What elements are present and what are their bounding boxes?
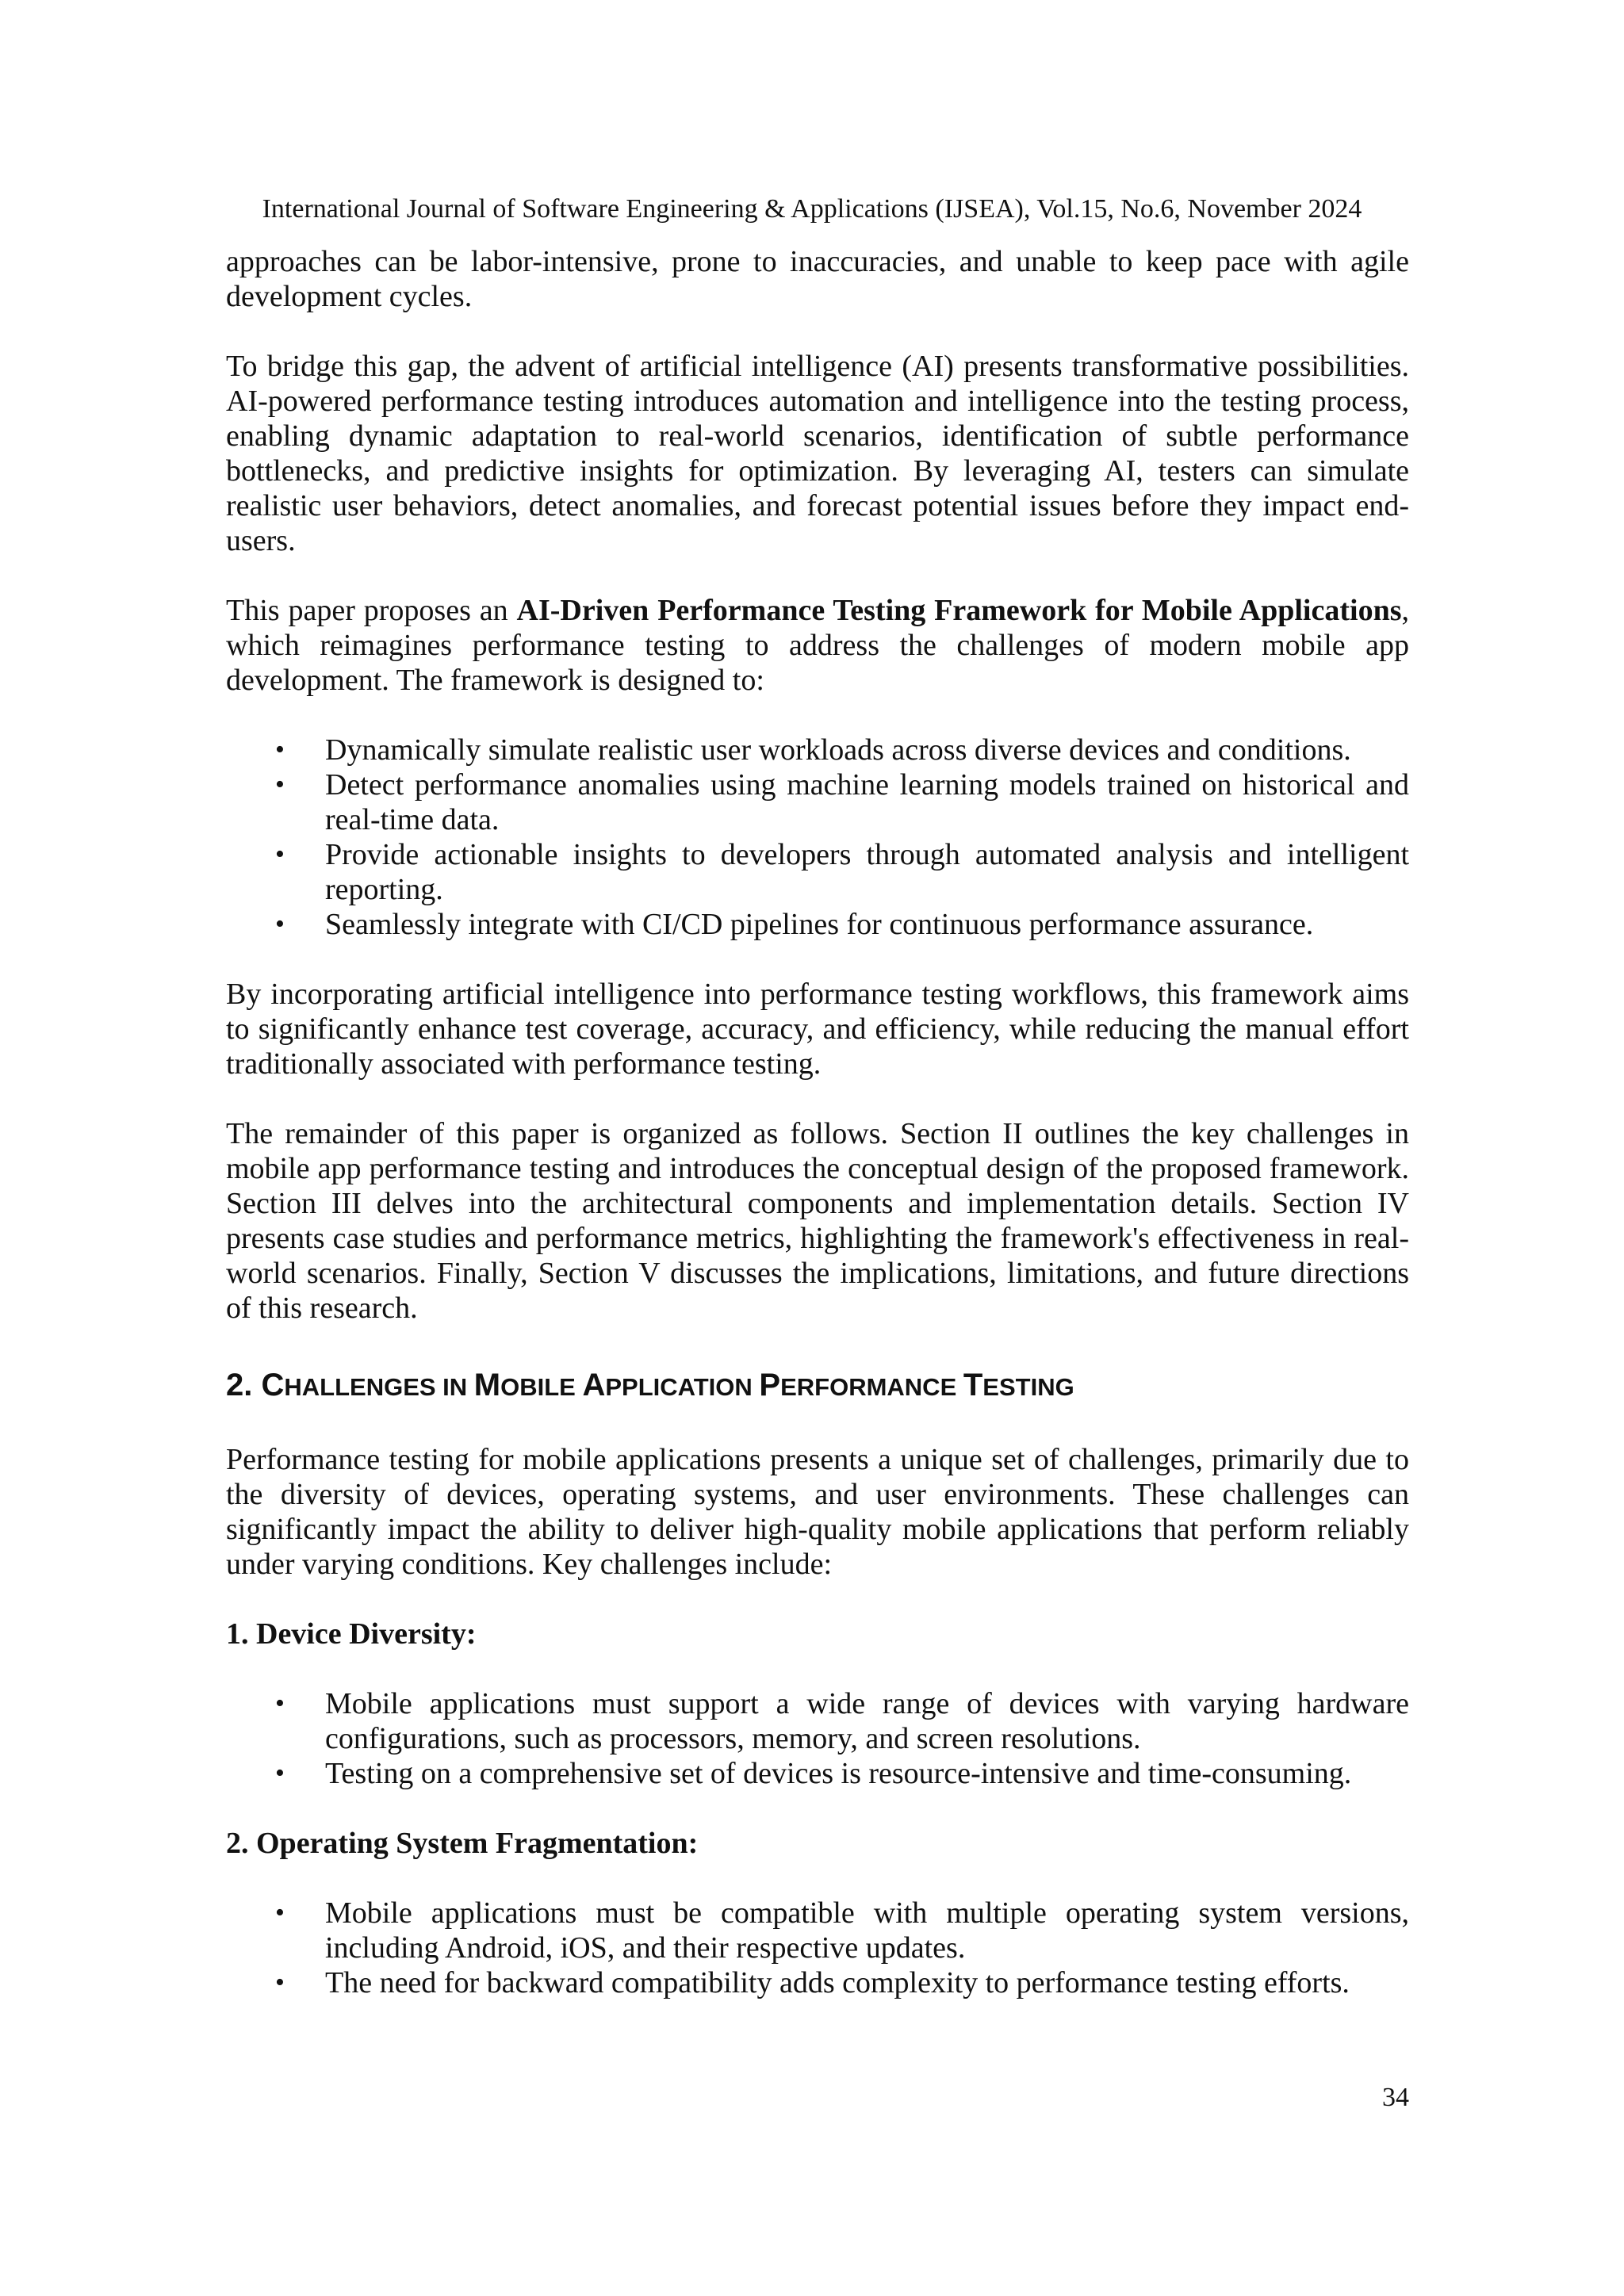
bullet-icon: • bbox=[275, 1689, 285, 1718]
page-number: 34 bbox=[1382, 2083, 1409, 2112]
list-item: • Seamlessly integrate with CI/CD pipelines for continuous performance assurance. bbox=[275, 908, 1314, 941]
running-header: International Journal of Software Engineering & Applications (IJSEA), Vol.15, No.6, November 2024 bbox=[262, 194, 1362, 224]
list-item: • Detect performance anomalies using machine learning models trained on historical and real-time data. bbox=[275, 768, 1409, 836]
section-intro: Performance testing for mobile applications presents a unique set of challenges, primarily due to the diversity of devices, operating systems, and user environments. These challenges can significantly impact the ability to deliver high-quality mobile applications that perform reliably under varying conditions. Key challenges include: bbox=[226, 1443, 1409, 1581]
device-diversity-list bbox=[226, 1686, 1409, 1791]
list-item: • Testing on a comprehensive set of devices is resource-intensive and time-consuming. bbox=[275, 1757, 1352, 1790]
list-item: • Mobile applications must be compatible with multiple operating system versions, including Android, iOS, and their respective updates. bbox=[275, 1896, 1409, 1965]
bullet-icon: • bbox=[275, 909, 285, 939]
paragraph-incorporating: By incorporating artificial intelligence into performance testing workflows, this framework aims to significantly enhance test coverage, accuracy, and efficiency, while reducing the manual effort traditionally associated with performance testing. bbox=[226, 978, 1409, 1081]
framework-goals-list bbox=[226, 733, 1409, 942]
subheading-os-fragmentation: 2. Operating System Fragmentation: bbox=[226, 1827, 699, 1860]
proposes-tail: , which reimagines performance testing to address the challenges of modern mobile app development. The framework is designed to: bbox=[226, 594, 1409, 697]
paragraph-continued: approaches can be labor-intensive, prone to inaccuracies, and unable to keep pace with agile development cycles. bbox=[226, 245, 1409, 313]
page-body bbox=[226, 244, 1409, 2000]
bullet-icon: • bbox=[275, 1758, 285, 1788]
list-item: • Dynamically simulate realistic user workloads across diverse devices and conditions. bbox=[275, 733, 1351, 767]
bullet-icon: • bbox=[275, 770, 285, 799]
bullet-icon: • bbox=[275, 1898, 285, 1927]
list-item: • The need for backward compatibility adds complexity to performance testing efforts. bbox=[275, 1966, 1350, 1999]
list-item: • Provide actionable insights to developers through automated analysis and intelligent reporting. bbox=[275, 838, 1409, 906]
subheading-device-diversity: 1. Device Diversity: bbox=[226, 1617, 477, 1651]
bullet-icon: • bbox=[275, 840, 285, 869]
list-item: • Mobile applications must support a wide range of devices with varying hardware configurations, such as processors, memory, and screen resolutions. bbox=[275, 1687, 1409, 1755]
bullet-icon: • bbox=[275, 1968, 285, 1997]
framework-name: AI-Driven Performance Testing Framework for Mobile Applications bbox=[516, 594, 1402, 627]
bullet-icon: • bbox=[275, 735, 285, 764]
section-heading: 2. CHALLENGES IN MOBILE APPLICATION PERFORMANCE TESTING bbox=[226, 1368, 1074, 1402]
paragraph-proposes bbox=[226, 593, 1409, 698]
paragraph-remainder: The remainder of this paper is organized as follows. Section II outlines the key challenges in mobile app performance testing and introduces the conceptual design of the proposed framework. Section III delves into the architectural components and implementation details. Section IV presents case studies and performance metrics, highlighting the framework's effectiveness in real-world scenarios. Finally, Section V discusses the implications, limitations, and future directions of this research. bbox=[226, 1117, 1409, 1325]
proposes-lead: This paper proposes an bbox=[226, 594, 517, 627]
paragraph-bridge: To bridge this gap, the advent of artificial intelligence (AI) presents transformative possibilities. AI-powered performance testing introduces automation and intelligence into the testing process, enabling dynamic adaptation to real-world scenarios, identification of subtle performance bottlenecks, and predictive insights for optimization. By leveraging AI, testers can simulate realistic user behaviors, detect anomalies, and forecast potential issues before they impact end-users. bbox=[226, 350, 1409, 557]
os-fragmentation-list bbox=[226, 1896, 1409, 2000]
